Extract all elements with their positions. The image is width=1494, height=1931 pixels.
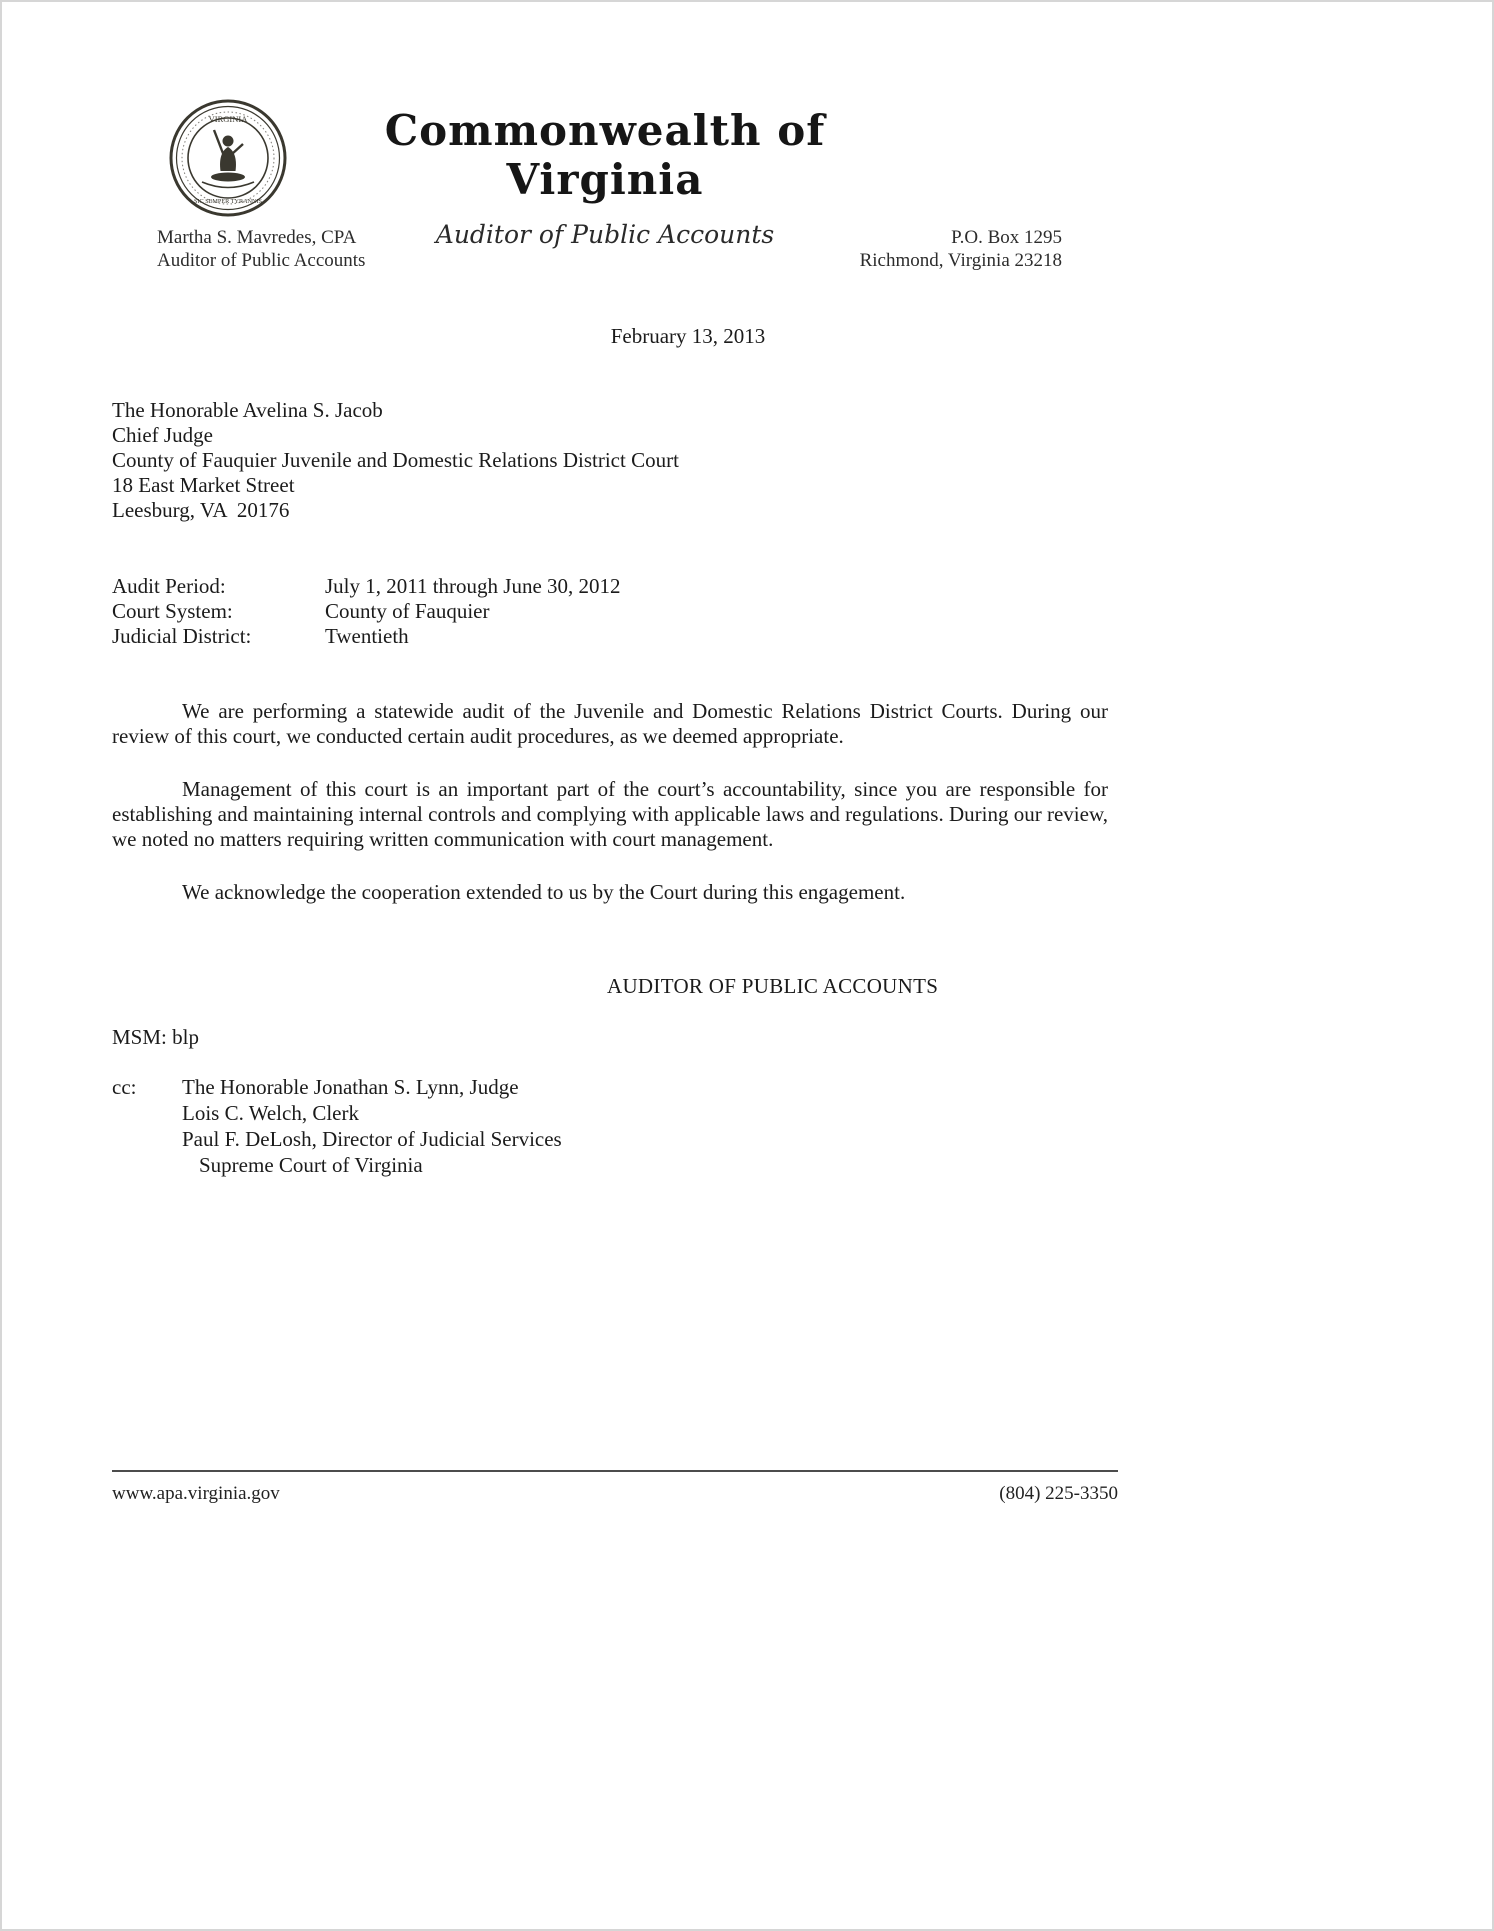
footer-website: www.apa.virginia.gov (112, 1483, 280, 1504)
judicial-district-label: Judicial District: (112, 624, 252, 648)
cc-lines (182, 1074, 562, 1178)
audit-period-label: Audit Period: (112, 574, 226, 598)
footer-phone: (804) 225-3350 (999, 1483, 1118, 1504)
svg-text:SIC SEMPER TYRANNIS: SIC SEMPER TYRANNIS (194, 198, 262, 205)
recipient-line: Leesburg, VA 20176 (112, 498, 290, 522)
return-address-po-box: P.O. Box 1295 (951, 227, 1062, 248)
court-system-label: Court System: (112, 599, 233, 623)
signature-block: AUDITOR OF PUBLIC ACCOUNTS (607, 974, 939, 998)
body-paragraph: Management of this court is an important part of the court’s accountability, since you are responsible for establishing and maintaining internal controls and complying with applicable laws and regulations. During our review, we noted no matters requiring written communication with court management. (112, 777, 1108, 851)
officer-name: Martha S. Mavredes, CPA (157, 227, 357, 248)
virginia-state-seal (168, 98, 288, 218)
officer-title: Auditor of Public Accounts (157, 250, 366, 271)
cc-line-indented: Supreme Court of Virginia (199, 1153, 423, 1177)
return-address-city: Richmond, Virginia 23218 (859, 250, 1062, 271)
recipient-line: The Honorable Avelina S. Jacob (112, 398, 383, 422)
recipient-line: Chief Judge (112, 423, 213, 447)
court-system-value: County of Fauquier (325, 599, 490, 623)
body-paragraph: We acknowledge the cooperation extended to us by the Court during this engagement. (182, 880, 906, 904)
footer (112, 1483, 1118, 1505)
letter-body (112, 699, 1108, 933)
virginia-state-seal-icon (168, 98, 288, 218)
audit-info-row (112, 624, 621, 649)
letterhead-title-block (302, 106, 908, 249)
cc-block (112, 1074, 562, 1178)
cc-line: Lois C. Welch, Clerk (182, 1101, 359, 1125)
footer-divider (112, 1470, 1118, 1472)
document-title: Commonwealth of Virginia (384, 106, 826, 204)
officer-block (157, 226, 365, 272)
recipient-address-block (112, 398, 679, 523)
cc-label: cc: (112, 1075, 137, 1099)
body-paragraph: We are performing a statewide audit of the Juvenile and Domestic Relations District Courts. During our review of this court, we conducted certain audit procedures, as we deemed appropriate. (112, 699, 1108, 748)
audit-info-row (112, 599, 621, 624)
judicial-district-value: Twentieth (325, 624, 409, 648)
reference-initials: MSM: blp (112, 1025, 199, 1049)
audit-info-table (112, 574, 621, 649)
return-address (860, 226, 1062, 272)
letter-date: February 13, 2013 (610, 324, 766, 348)
recipient-line: 18 East Market Street (112, 473, 295, 497)
svg-text:VIRGINIA: VIRGINIA (208, 114, 248, 124)
recipient-line: County of Fauquier Juvenile and Domestic Relations District Court (112, 448, 679, 472)
audit-info-row (112, 574, 621, 599)
cc-line: The Honorable Jonathan S. Lynn, Judge (182, 1075, 519, 1099)
cc-line: Paul F. DeLosh, Director of Judicial Services (182, 1127, 562, 1151)
audit-period-value: July 1, 2011 through June 30, 2012 (325, 574, 621, 598)
document-subtitle: Auditor of Public Accounts (435, 220, 775, 249)
